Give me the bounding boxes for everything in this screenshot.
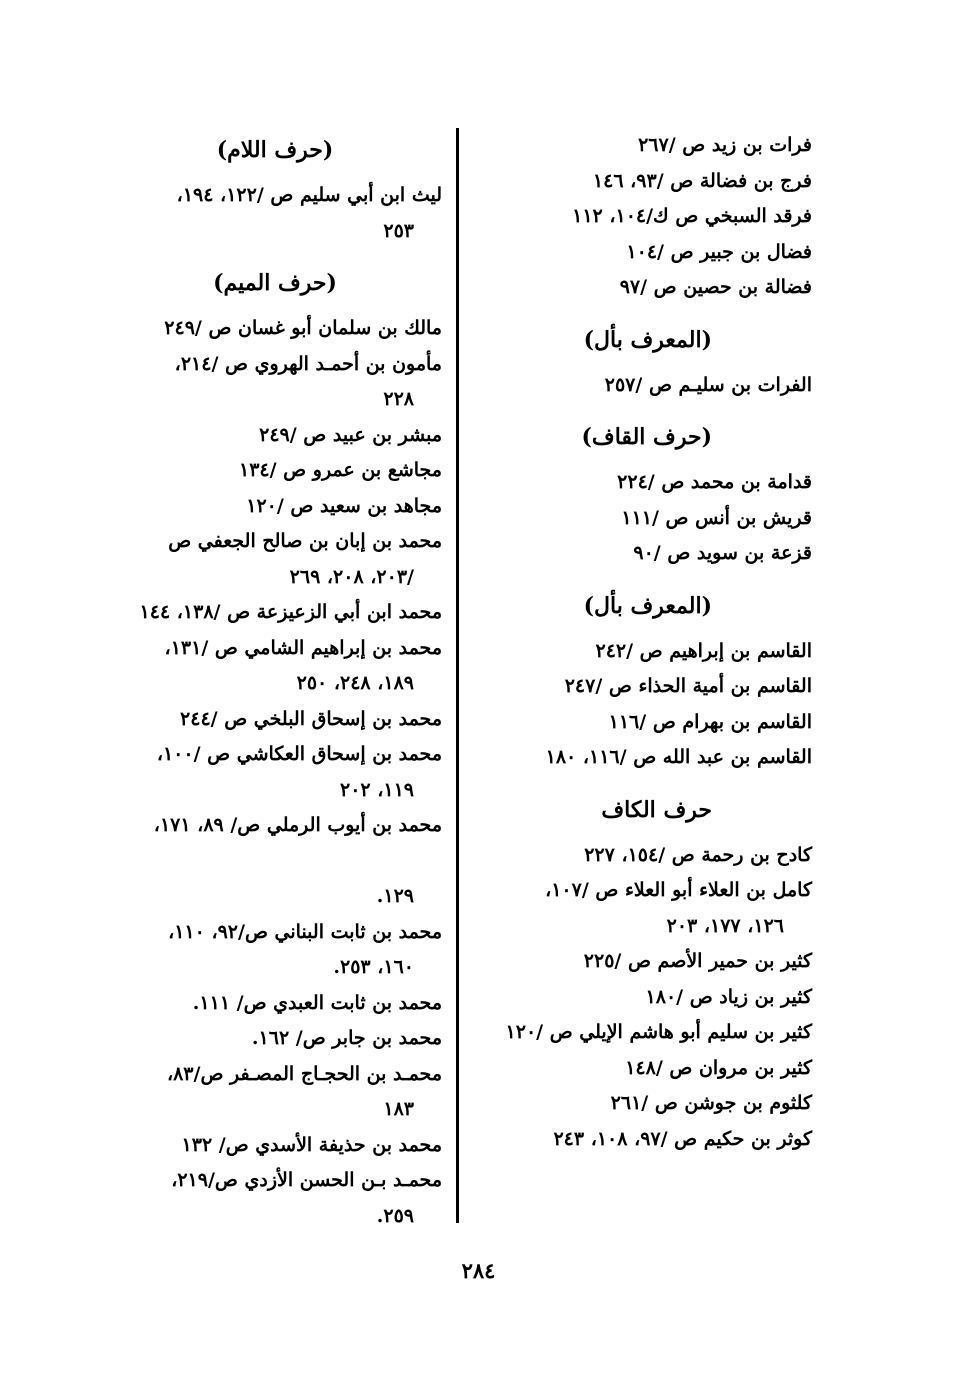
index-entry: الفرات بن سليـم ص /٢٥٧ — [604, 373, 812, 396]
index-entry-continuation: ١٢٩. — [376, 885, 414, 907]
index-entry: مبشر بن عبيد ص /٢٤٩ — [259, 423, 442, 446]
index-entry: محمد بن حذيفة الأسدي ص/ ١٣٢ — [181, 1133, 442, 1156]
index-entry: كثير بن سليم أبو هاشم الإيلي ص /١٢٠ — [505, 1021, 812, 1043]
index-entry: القاسم بن بهرام ص /١١٦ — [608, 710, 812, 733]
index-entry: مأمون بن أحمـد الهروي ص /٢١٤، — [174, 352, 442, 375]
section-heading-mim: (حرف الميم) — [213, 270, 337, 296]
index-entry: محمد بن ثابت العبدي ص/ ١١١. — [192, 991, 442, 1014]
section-heading-marif-fa: (المعرف بأل) — [583, 326, 712, 353]
index-entry-continuation: ٢٢٨ — [383, 388, 414, 410]
index-entry: فرج بن فضالة ص /٩٣، ١٤٦ — [592, 169, 812, 192]
index-entry: كثير بن حمير الأصم ص /٢٢٥ — [583, 950, 812, 972]
index-entry: فرات بن زيد ص /٢٦٧ — [638, 134, 812, 156]
index-group-fa — [470, 128, 812, 306]
index-entry: القاسم بن إبراهيم ص /٢٤٢ — [595, 639, 812, 662]
index-entry: محمد بن إبان بن صالح الجعفي ص — [168, 530, 442, 552]
section-heading-lam: (حرف اللام) — [216, 137, 334, 163]
index-entry: محمد بن جابر ص/ ١٦٢. — [251, 1027, 442, 1049]
index-entry: القاسم بن أمية الحذاء ص /٢٤٧ — [564, 675, 812, 697]
section-heading-marif-qaf: (المعرف بأل) — [583, 592, 712, 619]
index-entry: محمد ابن أبي الزعيزعة ص /١٣٨، ١٤٤ — [139, 601, 442, 623]
index-entry-continuation: ٢٥٣ — [383, 219, 414, 242]
index-entry: محمد بن إسحاق العكاشي ص /١٠٠، — [156, 743, 442, 765]
index-group-lam — [108, 178, 442, 249]
index-entry: مجاهد بن سعيد ص /١٢٠ — [246, 494, 442, 517]
index-group-kaf — [470, 838, 812, 1158]
index-entry: كثير بن مروان ص /١٤٨ — [625, 1056, 812, 1079]
index-entry: محمـد بـن الحسن الأزدي ص/٢١٩، — [171, 1169, 442, 1191]
section-heading-kaf: حرف الكاف — [601, 796, 712, 823]
section-heading-qaf: (حرف القاف) — [581, 424, 712, 450]
index-entry: القاسم بن عبد الله ص /١١٦، ١٨٠ — [545, 746, 812, 768]
index-entry-continuation: ٢٥٩. — [376, 1204, 414, 1227]
index-entry: كلثوم بن جوشن ص /٢٦١ — [610, 1092, 812, 1114]
index-entry: مجاشع بن عمرو ص /١٣٤ — [239, 459, 442, 481]
index-entry: محمد بن ثابت البناني ص/٩٢، ١١٠، — [168, 920, 442, 943]
index-entry-continuation: ١١٩، ٢٠٢ — [340, 778, 414, 801]
index-entry: قدامة بن محمد ص /٢٢٤ — [617, 471, 812, 493]
index-entry: كامل بن العلاء أبو العلاء ص /١٠٧، — [545, 879, 812, 901]
index-entry: محمد بن إبراهيم الشامي ص /١٣١، — [164, 636, 442, 659]
index-entry: محمـد بن الحجـاج المصـفر ص/٨٣، — [166, 1062, 442, 1085]
index-entry: كادح بن رحمة ص /١٥٤، ٢٢٧ — [584, 843, 812, 866]
index-entry-continuation: ١٨٣ — [383, 1098, 414, 1120]
left-column — [108, 128, 442, 1234]
index-entry-continuation: ١٨٩، ٢٤٨، ٢٥٠ — [296, 672, 414, 694]
index-entry-continuation: ١٢٦، ١٧٧، ٢٠٣ — [666, 914, 784, 937]
index-entry: قزعة بن سويد ص /٩٠ — [633, 542, 812, 564]
index-entry-continuation: /٢٠٣، ٢٠٨، ٢٦٩ — [289, 565, 414, 588]
index-entry: فضال بن جبير ص /١٠٤ — [626, 240, 812, 263]
index-entry: فضالة بن حصين ص /٩٧ — [619, 276, 812, 298]
index-entry-continuation: ١٦٠، ٢٥٣. — [333, 956, 414, 978]
index-entry: محمد بن أيوب الرملي ص/ ٨٩، ١٧١، — [153, 814, 442, 836]
index-entry: كثير بن زياد ص /١٨٠ — [645, 985, 812, 1008]
index-entry: محمد بن إسحاق البلخي ص /٢٤٤ — [180, 707, 442, 730]
column-divider — [456, 128, 459, 1223]
index-group-mim — [108, 311, 442, 1234]
index-entry: فرقد السبخي ص ك/١٠٤، ١١٢ — [572, 205, 812, 227]
index-entry: ليث ابن أبي سليم ص /١٢٢، ١٩٤، — [176, 184, 442, 206]
right-column — [470, 128, 812, 1157]
index-entry: كوثر بن حكيم ص /٩٧، ١٠٨، ٢٤٣ — [553, 1127, 812, 1150]
index-group-qaf — [470, 465, 812, 572]
index-entry: قريش بن أنس ص /١١١ — [621, 506, 812, 529]
index-entry-blank — [108, 844, 442, 880]
index-group-marif-qaf — [470, 634, 812, 776]
page-number: ٢٨٤ — [461, 1258, 496, 1283]
index-entry: مالك بن سلمان أبو غسان ص /٢٤٩ — [164, 317, 442, 339]
